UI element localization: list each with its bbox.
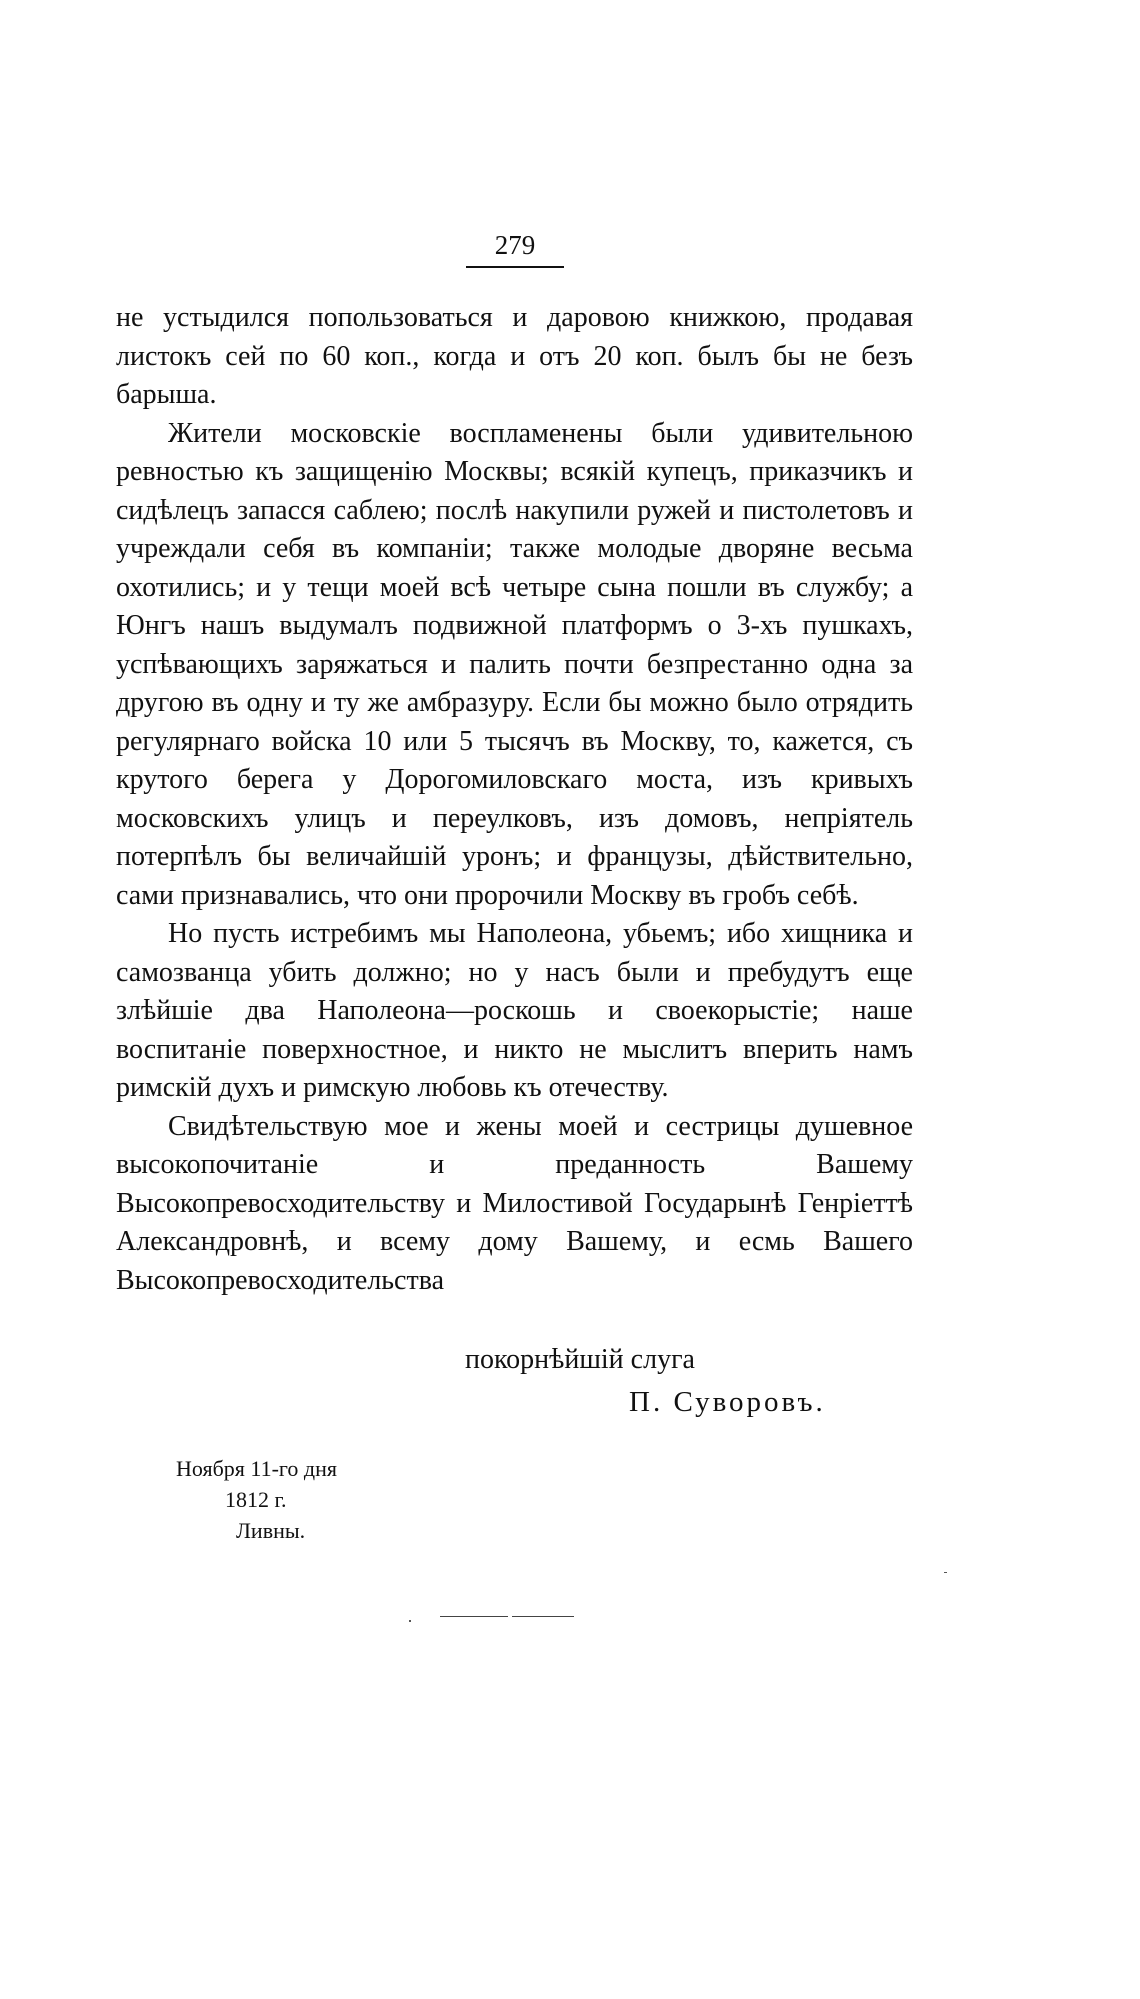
signature: П. Суворовъ. <box>629 1386 826 1418</box>
paragraph-3: Но пусть истребимъ мы Наполеона, убьемъ; ибо хищника и самозванца убить должно; но у насъ были и пребудутъ еще злѣйшіе два Наполеона—роскошь и своекорыстіе; наше воспитаніе поверхностное, и никто не мыслитъ вперить намъ римскій духъ и римскую любовь къ отечеству. <box>116 918 913 1103</box>
page-speck <box>944 1572 947 1573</box>
place-line: Ливны. <box>236 1518 306 1543</box>
page-speck <box>409 1620 411 1622</box>
paragraph-4: Свидѣтельствую мое и жены моей и сестрицы душевное высокопочитаніе и преданность Вашему Высокопревосходительству и Милостивой Государынѣ Генріеттѣ Александровнѣ, и всему дому Вашему, и есмь Вашего Высокопревосходительства <box>116 1110 913 1296</box>
page-number: 279 <box>494 230 536 260</box>
body-text <box>116 299 913 1300</box>
closing-salutation: покорнѣйшій слуга <box>465 1344 695 1375</box>
paragraph-2: Жители московскіе воспламенены были удивительною ревностью къ защищенію Москвы; всякій купецъ, приказчикъ и сидѣлецъ запасся саблею; послѣ накупили ружей и пистолетовъ и учреждали себя въ компаніи; также молодые дворяне весьма охотились; и у тещи моей всѣ четыре сына пошли въ службу; а Юнгъ нашъ выдумалъ подвижной платформъ о 3-хъ пушкахъ, успѣвающихъ заряжаться и палить почти безпрестанно одна за другою въ одну и ту же амбразуру. Если бы можно было отрядить регулярнаго войска 10 или 5 тысячъ въ Москву, то, кажется, съ крутого берега у Дорогомиловскаго моста, изъ кривыхъ московскихъ улицъ и переулковъ, изъ домовъ, непріятель потерпѣлъ бы величайшій уронъ; и французы, дѣйствительно, сами признавались, что они пророчили Москву въ гробъ себѣ. <box>116 417 913 911</box>
paragraph-1: не устыдился попользоваться и даровою книжкою, продавая листокъ сей по 60 коп., когда и отъ 20 коп. былъ бы не безъ барыша. <box>116 302 913 410</box>
place-date <box>176 1453 386 1546</box>
end-rule-right <box>512 1616 574 1617</box>
year-line: 1812 г. <box>225 1487 287 1512</box>
page-number-rule <box>466 266 564 268</box>
end-rule-left <box>440 1616 508 1617</box>
date-line: Ноября 11-го дня <box>176 1456 337 1481</box>
